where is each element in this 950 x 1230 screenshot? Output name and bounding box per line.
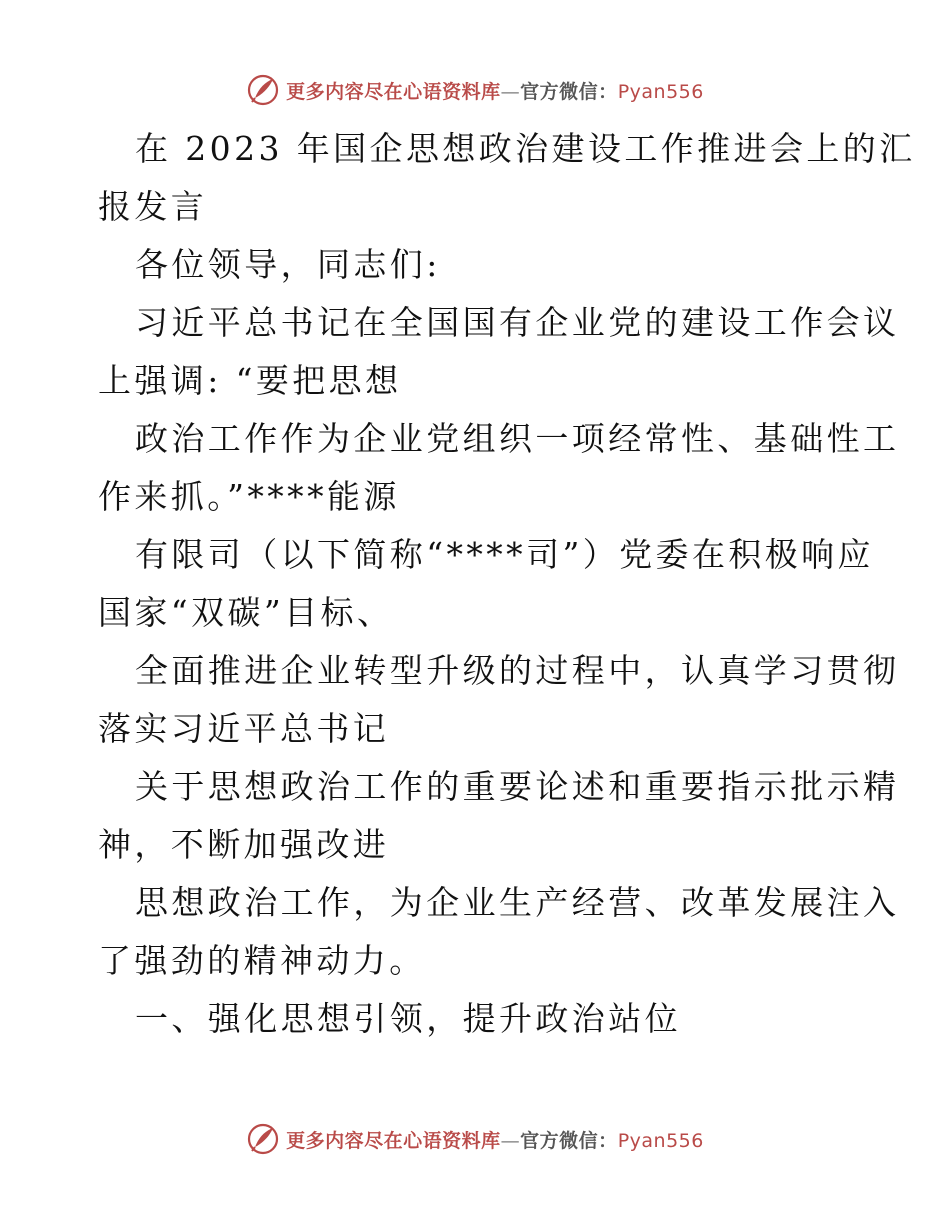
body-line: 关于思想政治工作的重要论述和重要指示批示精: [135, 767, 900, 806]
footer-banner: [0, 1119, 950, 1159]
body-line: 作来抓。”****能源: [98, 477, 400, 516]
banner-official-label: 官方微信：: [520, 1129, 618, 1152]
banner-wechat-id: Pyan556: [617, 1129, 704, 1152]
body-line: 有限司（以下简称“****司”）党委在积极响应: [135, 535, 874, 574]
body-line: 神，不断加强改进: [98, 825, 390, 864]
quill-logo-icon: [246, 73, 280, 107]
banner-wechat-id: Pyan556: [617, 80, 704, 103]
body-line: 思想政治工作，为企业生产经营、改革发展注入: [135, 883, 900, 922]
body-line: 全面推进企业转型升级的过程中，认真学习贯彻: [135, 651, 900, 690]
body-line: 了强劲的精神动力。: [98, 941, 426, 980]
banner-dash: —: [500, 1129, 521, 1152]
banner-official-label: 官方微信：: [520, 80, 618, 103]
title-line-2: 报发言: [98, 187, 208, 226]
body-line: 政治工作作为企业党组织一项经常性、基础性工: [135, 419, 900, 458]
banner-text: [286, 1126, 704, 1153]
body-line: 上强调: “要把思想: [98, 361, 402, 400]
body-line: 国家“双碳”目标、: [98, 593, 394, 632]
body-line: 落实习近平总书记: [98, 709, 390, 748]
quill-logo-icon: [246, 1122, 280, 1156]
banner-dash: —: [500, 80, 521, 103]
salutation: 各位领导，同志们:: [135, 245, 441, 284]
title-line-1: 在 2023 年国企思想政治建设工作推进会上的汇: [135, 129, 916, 168]
banner-main-text: 更多内容尽在心语资料库: [286, 80, 501, 103]
document-body: [98, 120, 916, 1048]
banner-text: [286, 77, 704, 104]
banner-main-text: 更多内容尽在心语资料库: [286, 1129, 501, 1152]
body-line: 习近平总书记在全国国有企业党的建设工作会议: [135, 303, 900, 342]
section-heading: 一、强化思想引领，提升政治站位: [135, 999, 681, 1038]
header-banner: [0, 70, 950, 110]
